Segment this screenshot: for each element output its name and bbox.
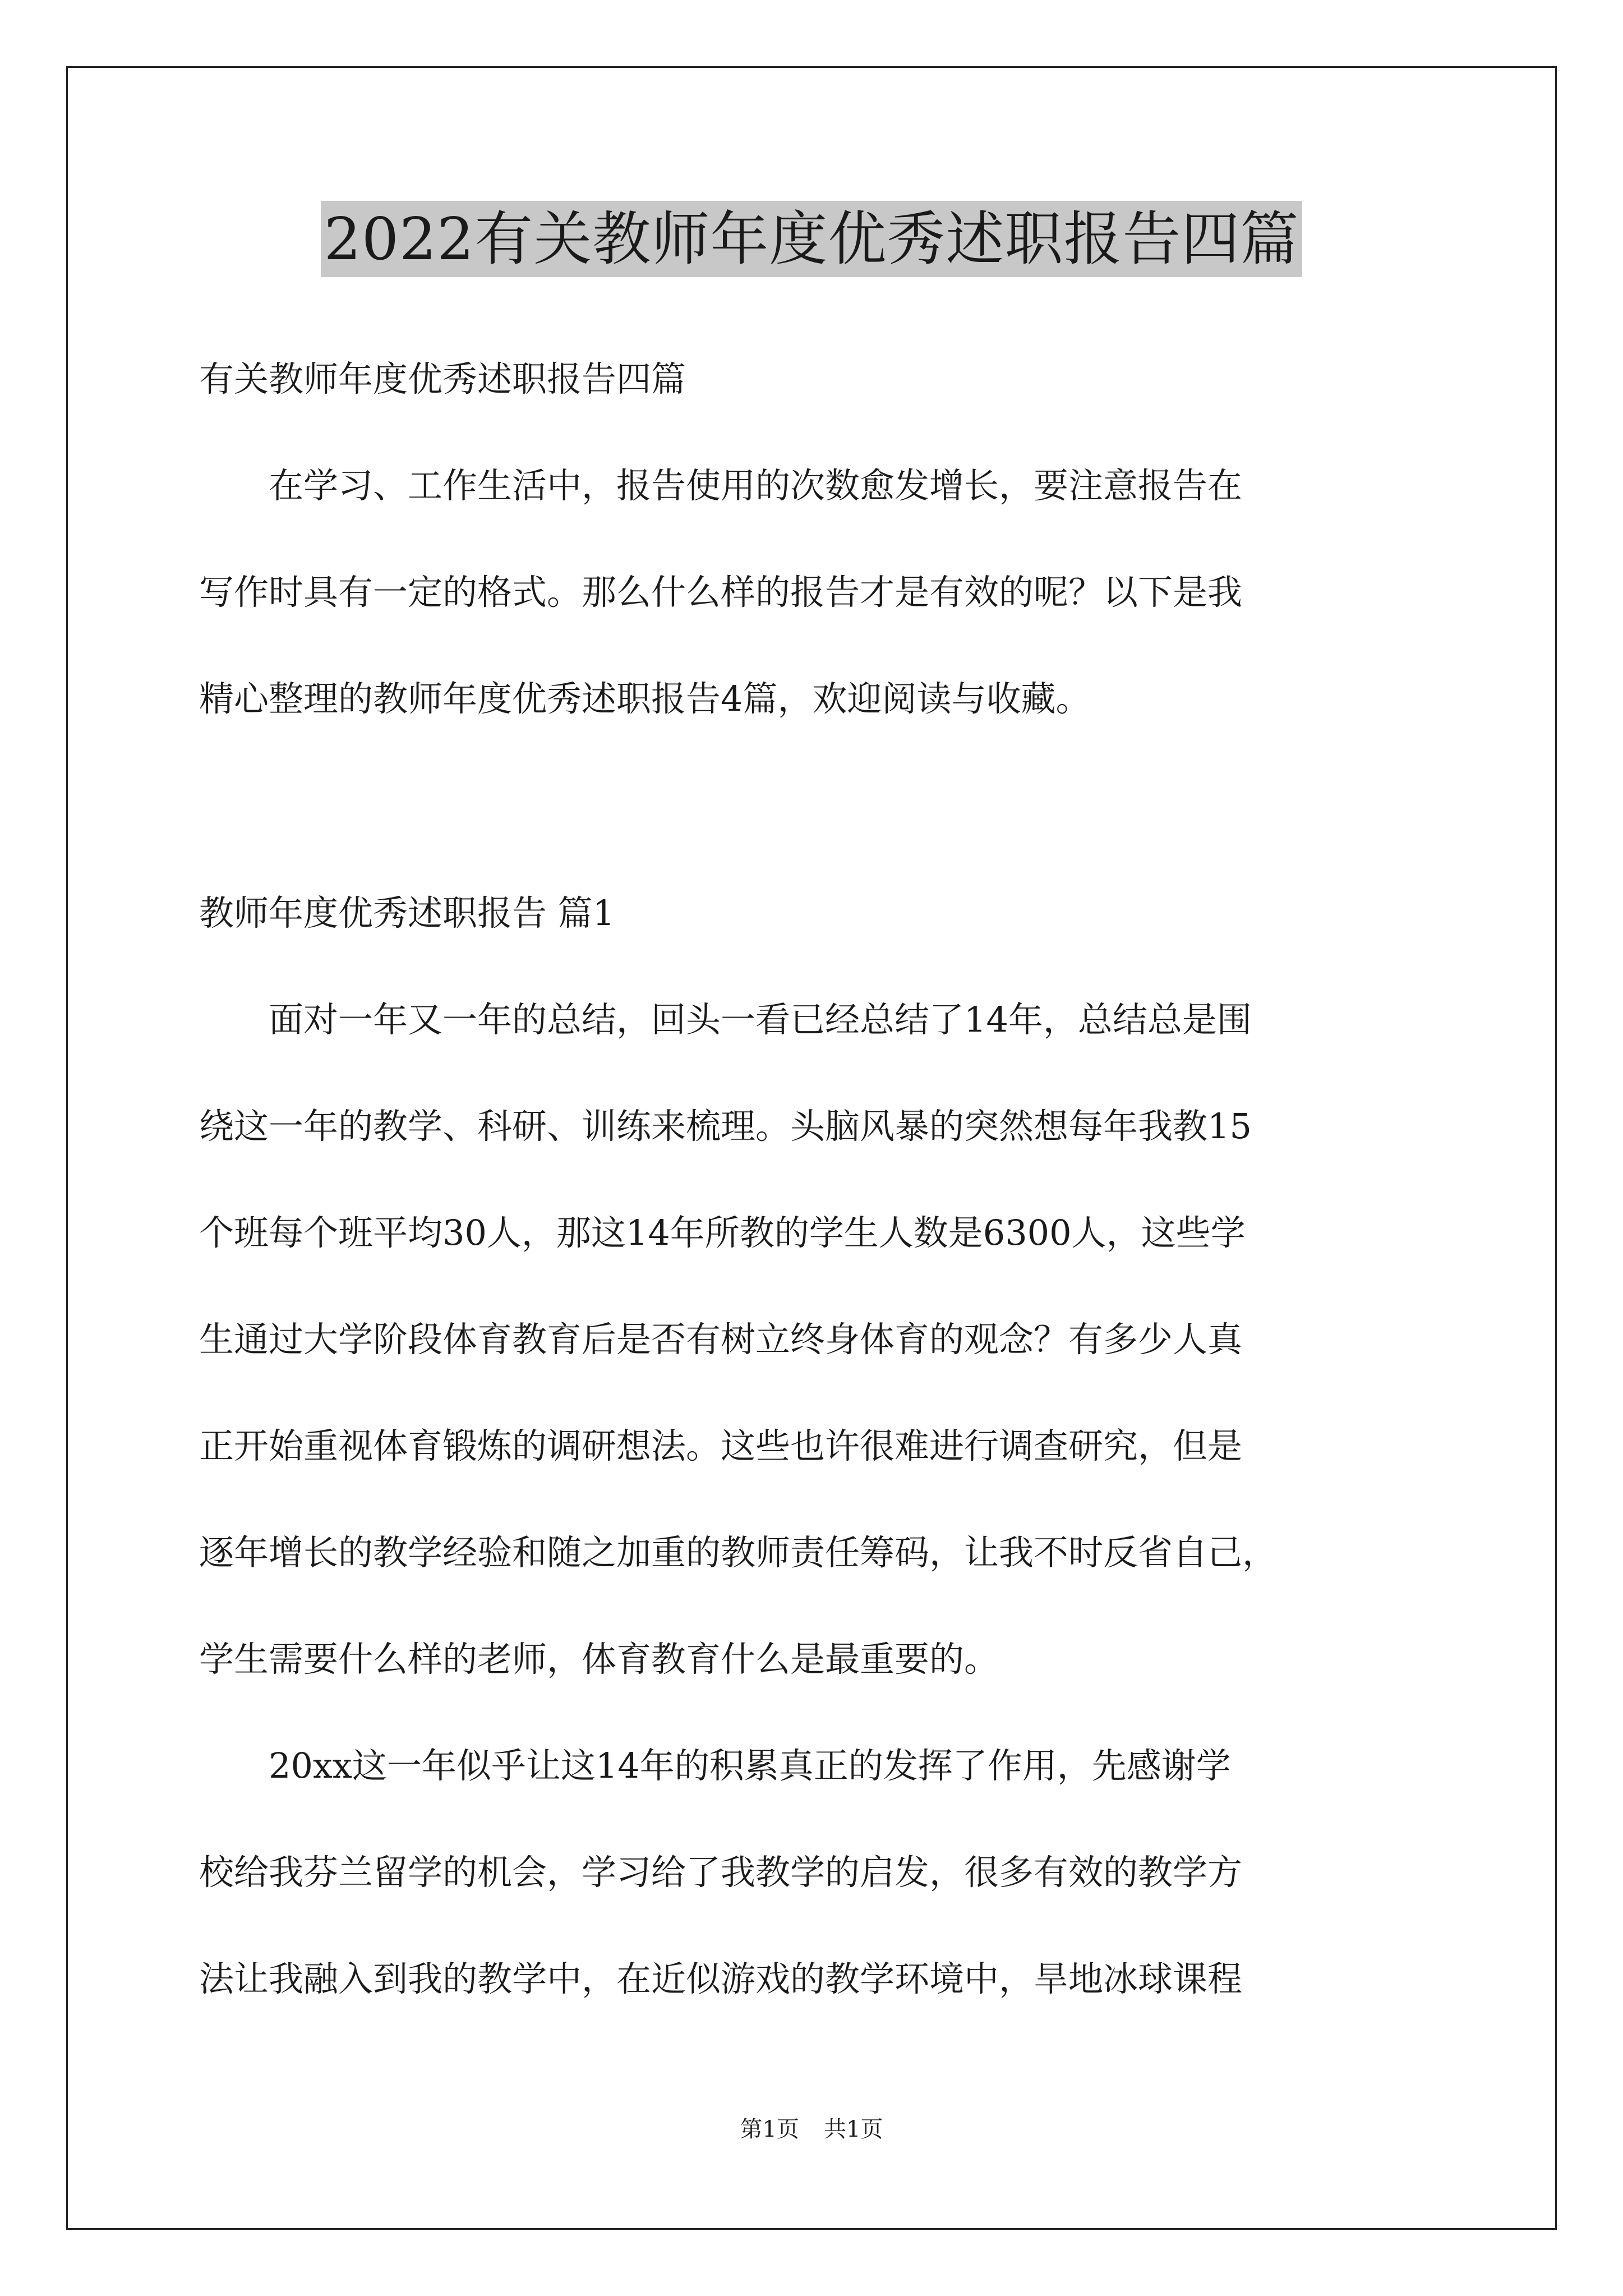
- body-line: 20xx这一年似乎让这14年的积累真正的发挥了作用，先感谢学: [199, 1745, 1231, 1786]
- body-line: 在学习、工作生活中，报告使用的次数愈发增长，要注意报告在: [199, 465, 1243, 506]
- body-line: 校给我芬兰留学的机会，学习给了我教学的启发，很多有效的教学方: [199, 1852, 1243, 1893]
- body-line: 写作时具有一定的格式。那么什么样的报告才是有效的呢？以下是我: [199, 572, 1243, 613]
- body-line: 面对一年又一年的总结，回头一看已经总结了14年，总结总是围: [199, 999, 1252, 1040]
- title-container: [0, 201, 1623, 277]
- page-footer: [0, 2114, 1623, 2145]
- subtitle-line: 有关教师年度优秀述职报告四篇: [199, 358, 686, 399]
- body-line: 个班每个班平均30人，那这14年所教的学生人数是6300人，这些学: [199, 1212, 1246, 1253]
- body-line: 法让我融入到我的教学中，在近似游戏的教学环境中，旱地冰球课程: [199, 1958, 1243, 1999]
- page-total: 共1页: [824, 2116, 883, 2142]
- section-heading: 教师年度优秀述职报告 篇1: [199, 892, 615, 933]
- document-title: 2022有关教师年度优秀述职报告四篇: [321, 201, 1303, 277]
- body-line: 正开始重视体育锻炼的调研想法。这些也许很难进行调查研究，但是: [199, 1425, 1243, 1466]
- body-line: 生通过大学阶段体育教育后是否有树立终身体育的观念？有多少人真: [199, 1319, 1243, 1360]
- body-line: 绕这一年的教学、科研、训练来梳理。头脑风暴的突然想每年我教15: [199, 1106, 1252, 1147]
- page-number: 第1页: [740, 2116, 799, 2142]
- body-line: 逐年增长的教学经验和随之加重的教师责任筹码，让我不时反省自己，: [199, 1532, 1278, 1573]
- body-line: 精心整理的教师年度优秀述职报告4篇，欢迎阅读与收藏。: [199, 678, 1091, 719]
- body-line: 学生需要什么样的老师，体育教育什么是最重要的。: [199, 1639, 999, 1680]
